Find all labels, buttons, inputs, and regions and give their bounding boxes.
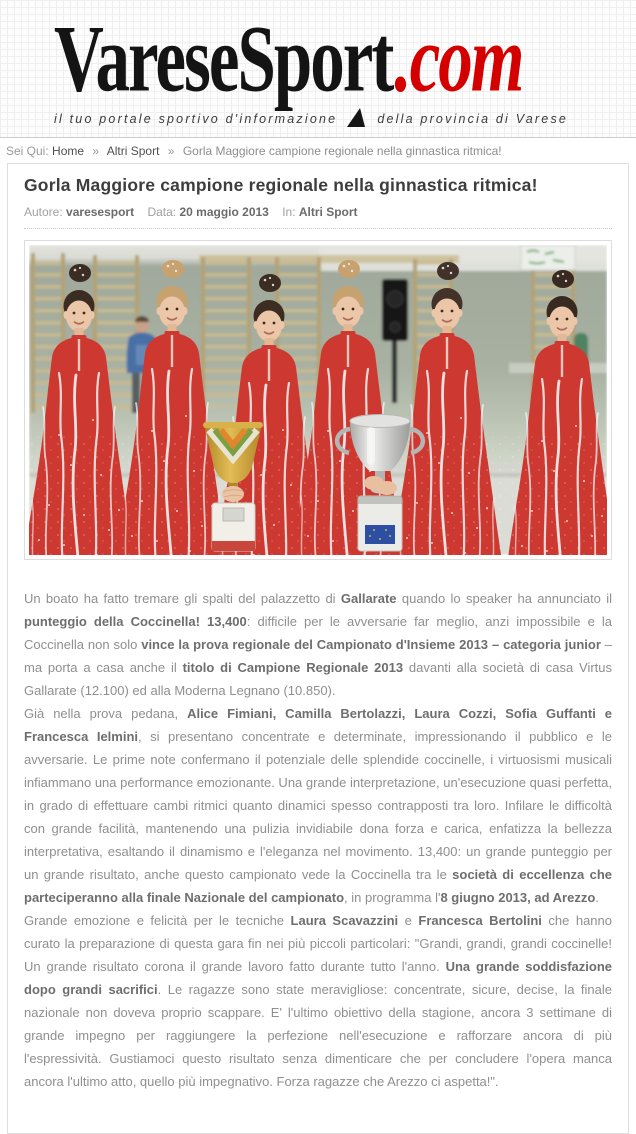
breadcrumb-current: Gorla Maggiore campione regionale nella ginnastica ritmica! <box>182 144 502 158</box>
tagline-right: della provincia di Varese <box>377 112 569 126</box>
meta-date-value: 20 maggio 2013 <box>179 205 269 219</box>
breadcrumb-label: Sei Qui: <box>6 144 49 158</box>
tagline-triangle-icon <box>347 108 369 127</box>
site-logo-text: VareseSport <box>54 5 393 111</box>
breadcrumb-separator: » <box>92 144 100 158</box>
meta-author-value: varesesport <box>66 205 135 219</box>
article-body <box>24 587 612 1093</box>
breadcrumb-section-link[interactable]: Altri Sport <box>106 144 160 158</box>
article-paragraph: Già nella prova pedana, Alice Fimiani, Camilla Bertolazzi, Laura Cozzi, Sofia Guffanti e Francesca Ielmini, si presentano concentrate e determinate, impressionando il pubblico e le avversarie. Le prime note confermano il potenziale delle splendide coccinelle, i virtuosismi musicali infiammano una performance emozionante. Una grande interpretazione, un'esecuzione quasi perfetta, in grado di effettuare cambi ritmici quanto dinamici spesso contrapposti tra loro. Infilare le difficoltà con grande facilità, mantenendo una pulizia invidiabile dona forza e carica, enfatizza la bellezza interpretativa, esaltando il dinamismo e l'eleganza nel movimento. 13,400: un grande punteggio per un grande risultato, anche questo campionato vede la Coccinella tra le società di eccellenza che parteciperanno alla finale Nazionale del campionato, in programma l'8 giugno 2013, ad Arezzo. <box>24 706 613 905</box>
article-photo <box>24 240 612 560</box>
site-logo-tld: .com <box>394 5 523 111</box>
article-photo-graphic <box>29 245 607 555</box>
article-meta <box>24 205 612 219</box>
tagline-left: il tuo portale sportivo d'informazione <box>54 112 338 126</box>
meta-date-label: Data: <box>147 205 177 219</box>
breadcrumb-separator: » <box>167 144 175 158</box>
site-header <box>0 0 636 138</box>
article-box <box>7 163 629 1134</box>
meta-category-label: In: <box>282 205 296 219</box>
site-logo[interactable] <box>54 0 636 111</box>
meta-category-link[interactable]: Altri Sport <box>298 205 358 219</box>
site-tagline <box>54 108 636 126</box>
breadcrumb <box>0 138 636 163</box>
wall-banner <box>521 245 575 270</box>
meta-divider <box>24 228 612 229</box>
breadcrumb-home-link[interactable]: Home <box>52 144 85 158</box>
article-title: Gorla Maggiore campione regionale nella ginnastica ritmica! <box>24 175 538 195</box>
article-paragraph: Grande emozione e felicità per le tecniche Laura Scavazzini e Francesca Bertolini che hanno curato la preparazione di questa gara fin nei più piccoli particolari: "Grandi, grandi, grandi coccinelle! Un grande risultato corona il grande lavoro fatto durante tutto l'anno. Una grande soddisfazione dopo grandi sacrifici. Le ragazze sono state meravigliose: concentrate, sicure, decise, la finale nazionale non doveva proprio scappare. E' l'ultimo obiettivo della stagione, ancora 3 settimane di grande impegno per raggiungere la perfezione nell'esecuzione e rafforzare ancora di più l'espressività. Gustiamoci questo risultato senza dimenticare che per concludere l'opera manca ancora l'ultimo atto, quello più impegnativo. Forza ragazze che Arezzo ci aspetta!". <box>24 913 612 1089</box>
meta-author-label: Autore: <box>24 205 63 219</box>
article-paragraph: Un boato ha fatto tremare gli spalti del palazzetto di Gallarate quando lo speaker ha annunciato il punteggio della Coccinella! 13,400: difficile per le avversarie far meglio, anzi impossibile e la Coccinella non solo vince la prova regionale del Campionato d'Insieme 2013 – categoria junior – ma porta a casa anche il titolo di Campione Regionale 2013 davanti alla società di casa Virtus Gallarate (12.100) ed alla Moderna Legnano (10.850). <box>24 591 613 698</box>
